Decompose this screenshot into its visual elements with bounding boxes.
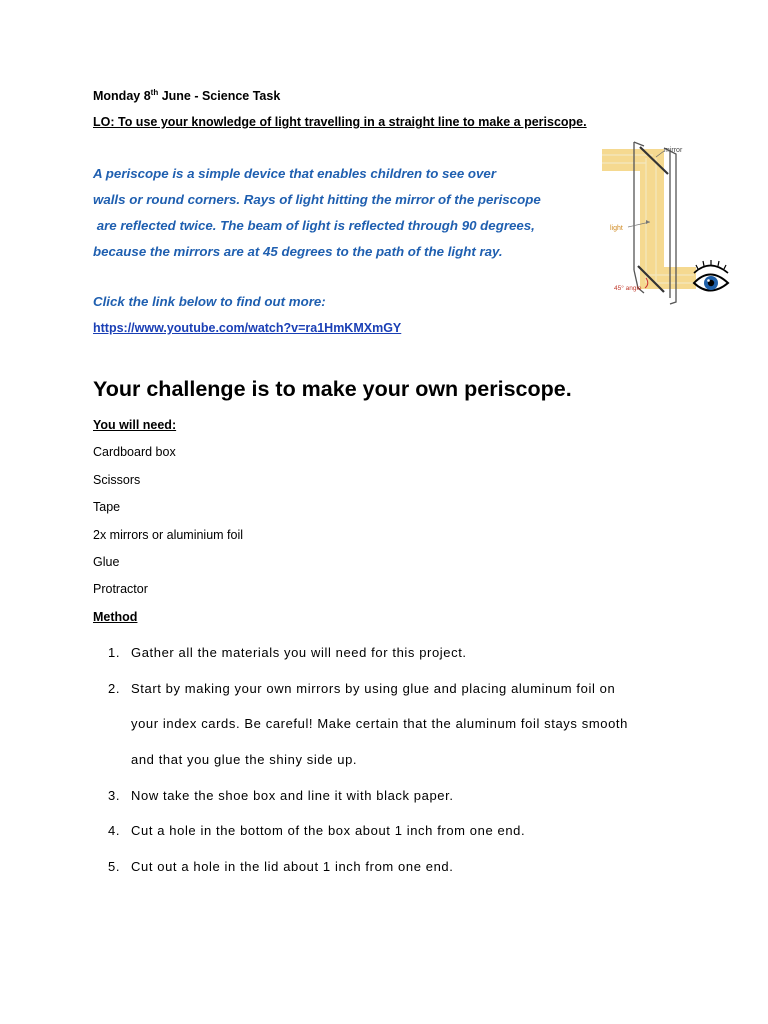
- material-item: Tape: [93, 500, 121, 514]
- document-date-title: [93, 88, 280, 103]
- method-step: [108, 645, 467, 660]
- step-continuation: and that you glue the shiny side up.: [131, 752, 358, 767]
- date-prefix: Monday 8: [93, 89, 151, 104]
- material-item: Protractor: [93, 582, 148, 596]
- step-number: 2.: [108, 681, 121, 696]
- youtube-link[interactable]: https://www.youtube.com/watch?v=ra1HmKMXmGY: [93, 321, 402, 335]
- date-superscript: th: [150, 88, 159, 97]
- materials-title: You will need:: [93, 418, 177, 432]
- intro-line-1: A periscope is a simple device that enables children to see over: [93, 166, 497, 181]
- step-text: Start by making your own mirrors by using glue and placing aluminum foil on: [131, 681, 616, 696]
- material-item: Cardboard box: [93, 445, 176, 459]
- step-number: 5.: [108, 859, 121, 874]
- step-continuation: your index cards. Be careful! Make certain that the aluminum foil stays smooth: [131, 716, 628, 731]
- challenge-heading: Your challenge is to make your own periscope.: [93, 377, 572, 401]
- periscope-diagram: [598, 138, 738, 310]
- step-text: Gather all the materials you will need for this project.: [131, 645, 467, 660]
- step-text: Now take the shoe box and line it with black paper.: [131, 788, 454, 803]
- light-label: light: [610, 225, 623, 232]
- bottom-light-beam: [640, 267, 696, 289]
- step-number: 3.: [108, 788, 121, 803]
- find-more-prompt: Click the link below to find out more:: [93, 294, 326, 309]
- material-item: 2x mirrors or aluminium foil: [93, 528, 244, 542]
- intro-line-4: because the mirrors are at 45 degrees to the path of the light ray.: [93, 244, 503, 259]
- method-step: [108, 859, 453, 874]
- method-step: [108, 823, 525, 838]
- angle-label: 45° angle: [614, 285, 642, 292]
- step-text: Cut a hole in the bottom of the box about 1 inch from one end.: [131, 823, 526, 838]
- mirror-label: mirror: [664, 147, 683, 154]
- intro-line-2: walls or round corners. Rays of light hitting the mirror of the periscope: [93, 192, 541, 207]
- method-step: [108, 788, 454, 803]
- material-item: Glue: [93, 555, 120, 569]
- method-title: Method: [93, 610, 138, 624]
- date-suffix: June - Science Task: [158, 89, 281, 104]
- eye-icon: [694, 260, 728, 291]
- method-step: [108, 681, 615, 696]
- step-number: 1.: [108, 645, 121, 660]
- step-text: Cut out a hole in the lid about 1 inch from one end.: [131, 859, 454, 874]
- material-item: Scissors: [93, 473, 141, 487]
- intro-line-3: are reflected twice. The beam of light is reflected through 90 degrees,: [93, 218, 535, 233]
- step-number: 4.: [108, 823, 121, 838]
- learning-objective: LO: To use your knowledge of light travelling in a straight line to make a periscope.: [93, 115, 587, 129]
